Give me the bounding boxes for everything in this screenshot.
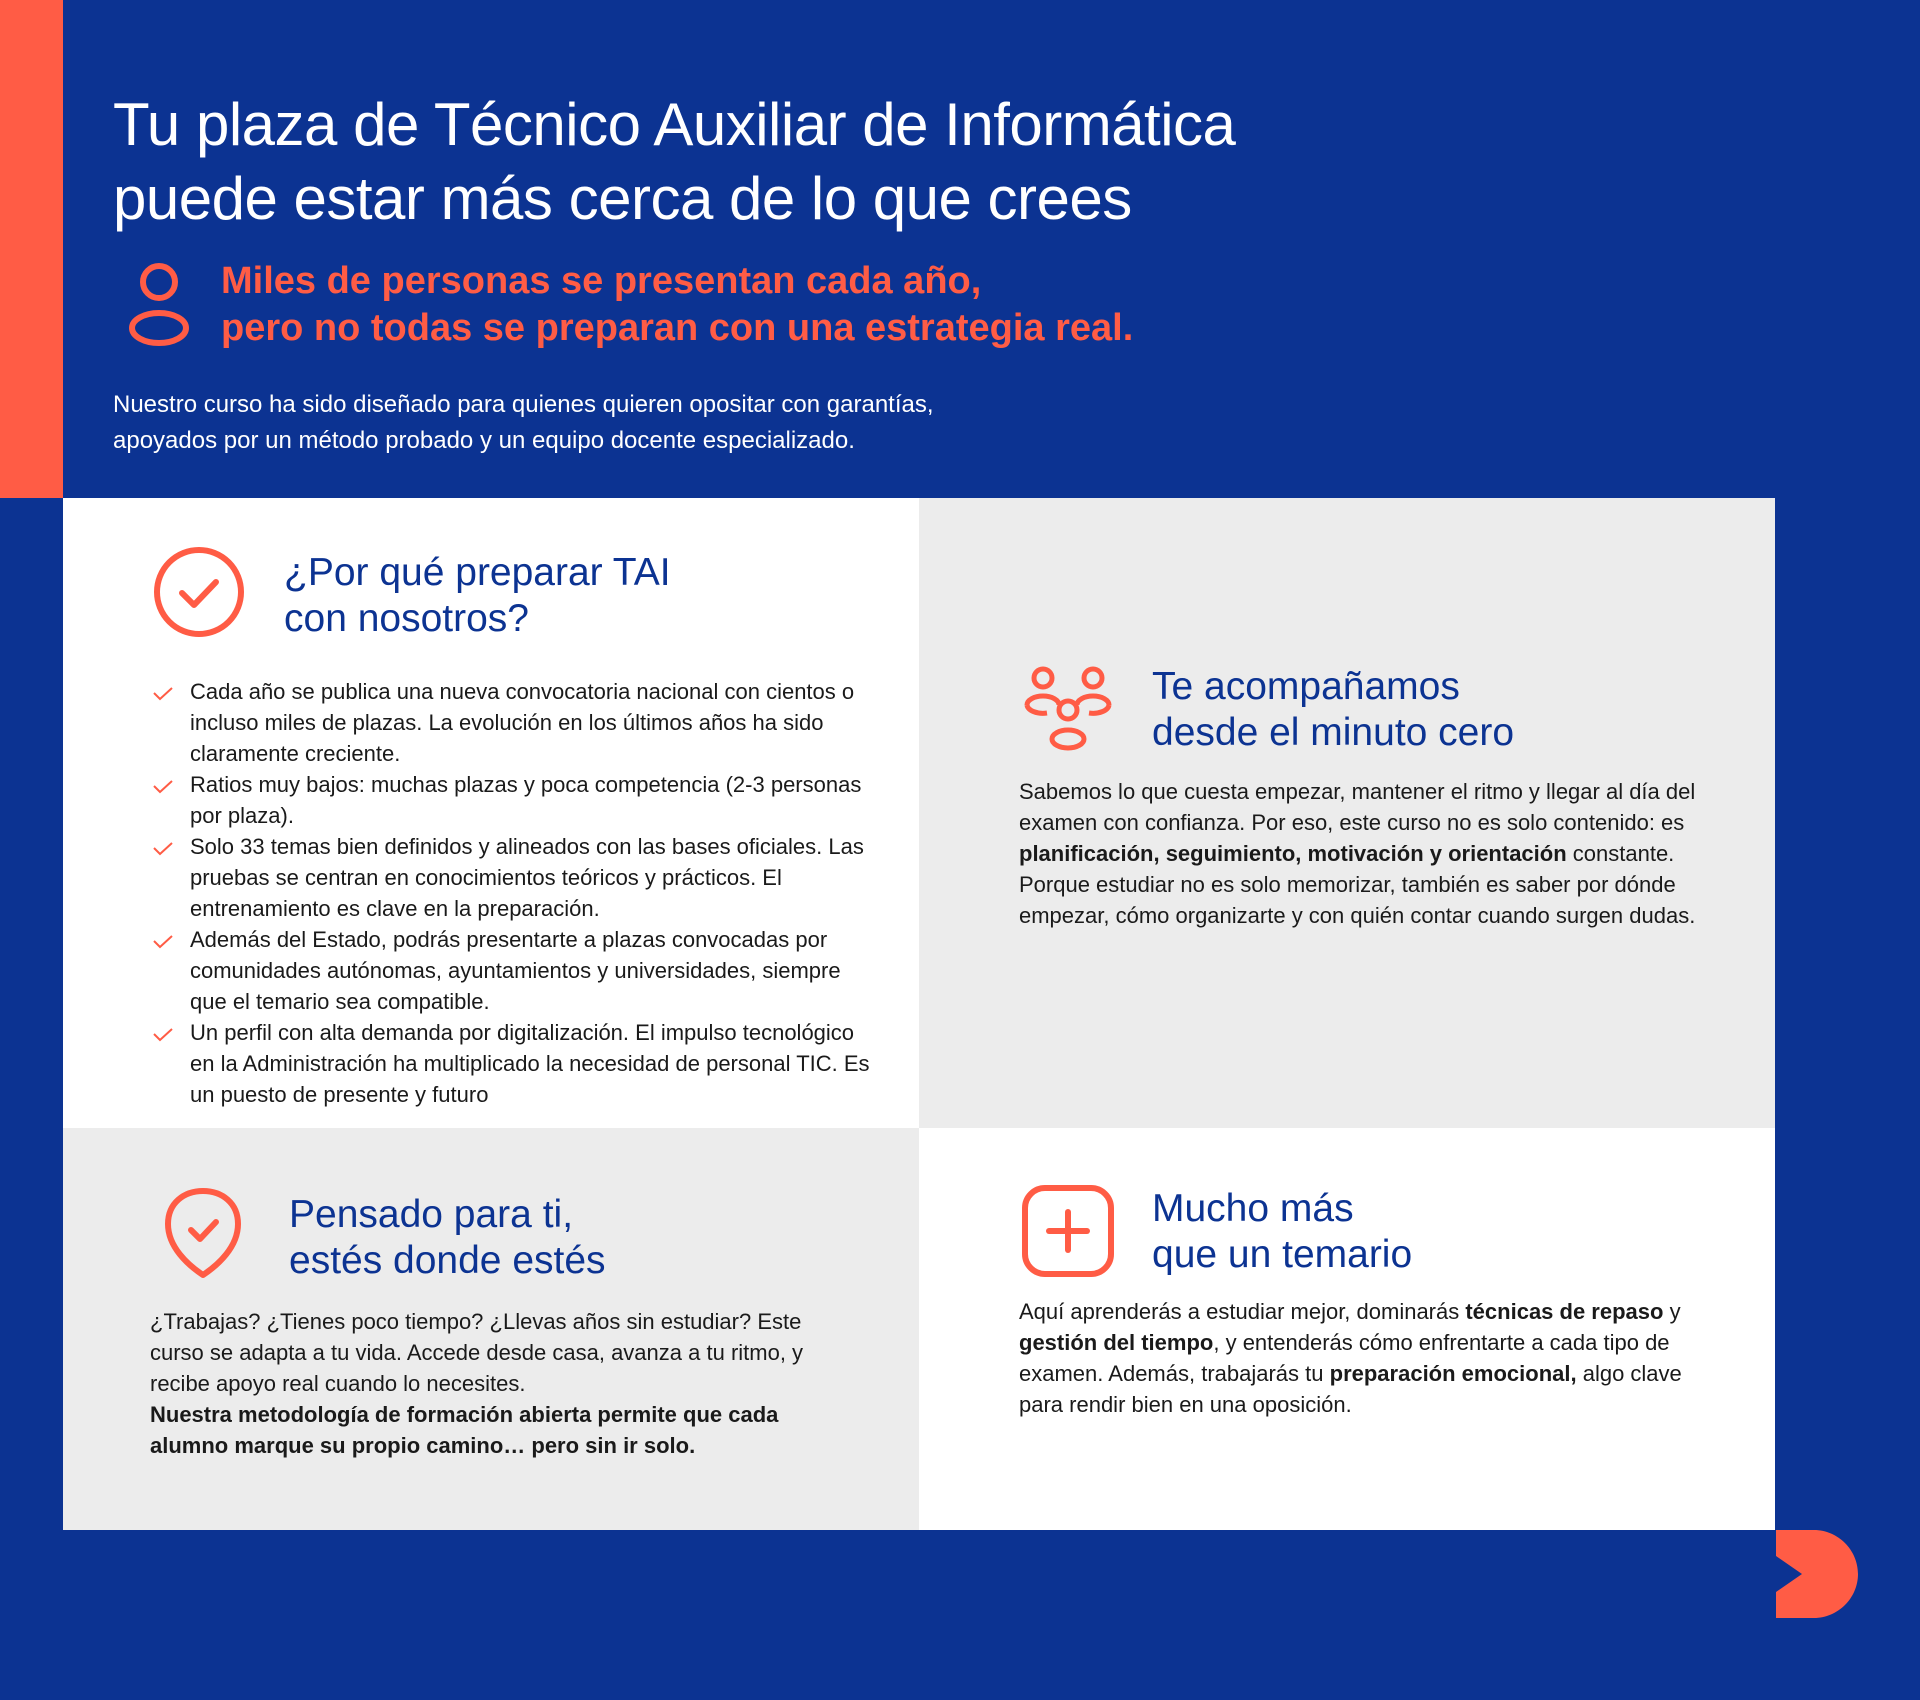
more-panel <box>919 1128 1775 1530</box>
hero-intro <box>113 387 1213 459</box>
more-text-bold-2: gestión del tiempo <box>1019 1330 1214 1355</box>
group-icon <box>1022 666 1114 752</box>
why-bullet-5 <box>152 1017 872 1110</box>
more-text <box>1019 1296 1709 1420</box>
accompany-text <box>1019 776 1699 931</box>
check-icon <box>152 779 174 795</box>
for-you-text <box>150 1306 850 1461</box>
accompany-heading-line-1: Te acompañamos <box>1152 665 1460 708</box>
why-bullet-text: Un perfil con alta demanda por digitalización. El impulso tecnológico en la Administración ha multiplicado la necesidad de personal TIC. Es un puesto de presente y futuro <box>190 1020 870 1107</box>
page-title <box>113 88 1413 236</box>
hero-subtitle <box>221 258 1421 352</box>
check-icon <box>152 841 174 857</box>
for-you-heading-line-2: estés donde estés <box>289 1239 606 1282</box>
hero-intro-line-1: Nuestro curso ha sido diseñado para quienes quieren opositar con garantías, <box>113 391 934 418</box>
more-text-bold-3: preparación emocional, <box>1329 1361 1577 1386</box>
hero-subtitle-line-2: pero no todas se preparan con una estrategia real. <box>221 307 1134 349</box>
why-heading <box>284 550 671 642</box>
why-panel <box>63 498 919 1128</box>
check-icon <box>152 934 174 950</box>
why-bullet-text: Además del Estado, podrás presentarte a plazas convocadas por comunidades autónomas, ayuntamientos y universidades, siempre que el temario sea compatible. <box>190 927 841 1014</box>
accompany-text-part-2: constante. Porque estudiar no es solo memorizar, también es saber por dónde empezar, cómo organizarte y con quién contar cuando surgen dudas. <box>1019 841 1696 928</box>
why-bullet-4 <box>152 924 872 1017</box>
more-heading-line-2: que un temario <box>1152 1233 1413 1276</box>
why-bullet-text: Solo 33 temas bien definidos y alineados con las bases oficiales. Las pruebas se centran en conocimientos teóricos y prácticos. El entrenamiento es clave en la preparación. <box>190 834 864 921</box>
brand-logo-icon <box>1776 1530 1858 1618</box>
more-heading-line-1: Mucho más <box>1152 1187 1354 1230</box>
shield-check-icon <box>163 1186 243 1280</box>
accompany-text-part-1: Sabemos lo que cuesta empezar, mantener el ritmo y llegar al día del examen con confianza. Por eso, este curso no es solo contenido: es <box>1019 779 1696 835</box>
more-text-bold-1: técnicas de repaso <box>1465 1299 1664 1324</box>
person-icon <box>128 262 190 348</box>
more-text-part-2: y <box>1663 1299 1681 1324</box>
why-bullet-2 <box>152 769 872 831</box>
why-heading-line-2: con nosotros? <box>284 597 529 640</box>
page-title-line-1: Tu plaza de Técnico Auxiliar de Informática <box>113 91 1236 158</box>
why-bullet-text: Ratios muy bajos: muchas plazas y poca competencia (2-3 personas por plaza). <box>190 772 862 828</box>
more-heading <box>1152 1186 1412 1278</box>
check-icon <box>152 686 174 702</box>
check-circle-icon <box>153 546 245 638</box>
hero-subtitle-line-1: Miles de personas se presentan cada año, <box>221 260 982 302</box>
accompany-text-bold: planificación, seguimiento, motivación y orientación <box>1019 841 1567 866</box>
accompany-heading <box>1152 664 1514 756</box>
for-you-panel <box>63 1128 919 1530</box>
more-text-part-4: algo clave para rendir bien en una oposición. <box>1019 1361 1682 1417</box>
for-you-text-part-1: ¿Trabajas? ¿Tienes poco tiempo? ¿Llevas años sin estudiar? Este curso se adapta a tu vida. Accede desde casa, avanza a tu ritmo, y recibe apoyo real cuando lo necesites. <box>150 1309 804 1396</box>
check-icon <box>152 1027 174 1043</box>
why-bullet-text: Cada año se publica una nueva convocatoria nacional con cientos o incluso miles de plazas. La evolución en los últimos años ha sido claramente creciente. <box>190 679 855 766</box>
plus-square-icon <box>1021 1184 1115 1278</box>
for-you-heading-line-1: Pensado para ti, <box>289 1193 574 1236</box>
more-text-part-3: , y entenderás cómo enfrentarte a cada tipo de examen. Además, trabajarás tu <box>1019 1330 1670 1386</box>
why-bullet-1 <box>152 676 872 769</box>
hero-intro-line-2: apoyados por un método probado y un equipo docente especializado. <box>113 427 855 454</box>
accompany-heading-line-2: desde el minuto cero <box>1152 711 1515 754</box>
accompany-panel <box>919 498 1775 1128</box>
page-title-line-2: puede estar más cerca de lo que crees <box>113 165 1132 232</box>
for-you-text-bold: Nuestra metodología de formación abierta permite que cada alumno marque su propio camino… pero sin ir solo. <box>150 1402 779 1458</box>
why-bullet-3 <box>152 831 872 924</box>
why-heading-line-1: ¿Por qué preparar TAI <box>284 551 671 594</box>
accent-bar <box>0 0 63 498</box>
more-text-part-1: Aquí aprenderás a estudiar mejor, dominarás <box>1019 1299 1466 1324</box>
why-bullet-list <box>152 676 872 1110</box>
for-you-heading <box>289 1192 606 1284</box>
